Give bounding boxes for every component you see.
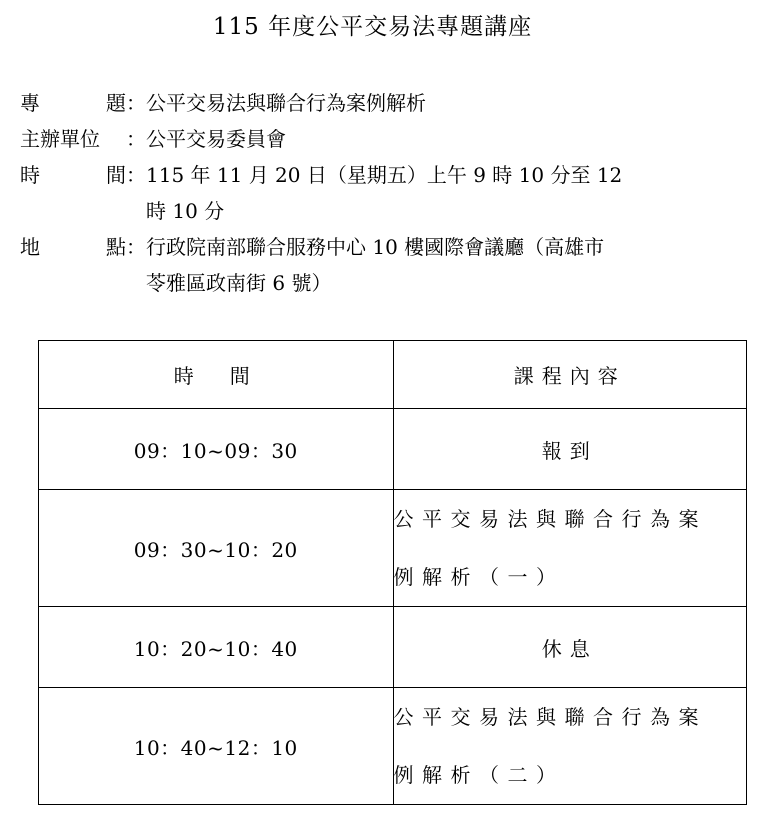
- location-value-line1: 行政院南部聯合服務中心 10 樓國際會議廳（高雄市: [146, 235, 605, 259]
- row-time: 09：30~10：20: [39, 490, 394, 607]
- time-label: [20, 157, 146, 193]
- location-label-start: 地: [20, 235, 40, 259]
- row-time: 10：20~10：40: [39, 607, 394, 688]
- event-info: [20, 85, 716, 301]
- time-label-end: 間: [106, 163, 126, 187]
- location-label: [20, 229, 146, 265]
- time-value-line1: 115 年 11 月 20 日（星期五）上午 9 時 10 分至 12: [146, 163, 623, 187]
- table-row: [39, 688, 747, 805]
- schedule-header-row: [39, 341, 747, 409]
- info-row-time: [20, 157, 716, 229]
- row-content-line1: 公平交易法與聯合行為案: [393, 507, 707, 531]
- info-row-topic: [20, 85, 716, 121]
- row-content: [393, 688, 747, 805]
- table-row: [39, 409, 747, 490]
- organizer-label-colon: ：: [126, 127, 146, 151]
- organizer-label: [20, 121, 146, 157]
- row-time: 10：40~12：10: [39, 688, 394, 805]
- topic-label: [20, 85, 146, 121]
- row-content-line2: 例解析（一）: [393, 565, 565, 589]
- header-content: 課程內容: [393, 341, 747, 409]
- row-content: 休息: [393, 607, 747, 688]
- time-value-line2: 時 10 分: [146, 199, 225, 223]
- info-row-location: [20, 229, 716, 301]
- topic-label-colon: ：: [126, 91, 146, 115]
- organizer-value: 公平交易委員會: [146, 127, 286, 151]
- row-time: 09：10~09：30: [39, 409, 394, 490]
- location-value-line2: 苓雅區政南街 6 號）: [146, 271, 332, 295]
- table-row: [39, 607, 747, 688]
- topic-label-start: 專: [20, 91, 40, 115]
- topic-label-end: 題: [106, 91, 126, 115]
- header-time: 時 間: [39, 341, 394, 409]
- schedule-table: [38, 340, 747, 805]
- row-content: 報到: [393, 409, 747, 490]
- location-label-colon: ：: [126, 235, 146, 259]
- document-title: 115 年度公平交易法專題講座: [212, 14, 533, 40]
- table-row: [39, 490, 747, 607]
- row-content-line2: 例解析（二）: [393, 763, 565, 787]
- topic-value: 公平交易法與聯合行為案例解析: [146, 91, 426, 115]
- location-value: [146, 229, 716, 301]
- organizer-label-text: 主辦單位: [20, 127, 100, 151]
- location-label-end: 點: [106, 235, 126, 259]
- time-label-colon: ：: [126, 163, 146, 187]
- row-content: [393, 490, 747, 607]
- info-row-organizer: [20, 121, 716, 157]
- time-value: [146, 157, 716, 229]
- row-content-line1: 公平交易法與聯合行為案: [393, 705, 707, 729]
- time-label-start: 時: [20, 163, 40, 187]
